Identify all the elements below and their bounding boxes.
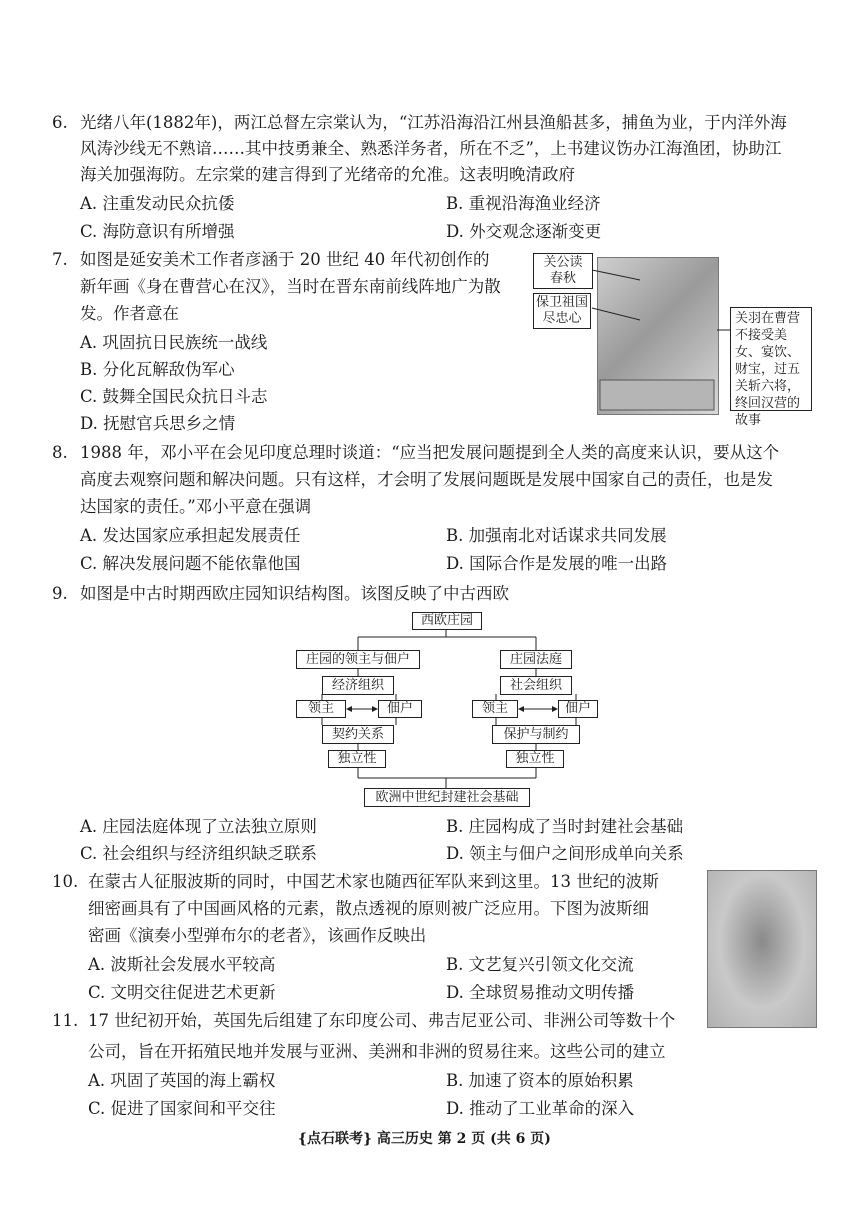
q10-stem-line2: 细密画具有了中国画风格的元素，散点透视的原则被广泛应用。下图为波斯细 xyxy=(88,899,649,918)
q11-stem-line1: 17 世纪初开始，英国先后组建了东印度公司、弗吉尼亚公司、非洲公司等数十个 xyxy=(88,1011,676,1030)
diagram-right-independence: 独立性 xyxy=(506,750,564,768)
q8-option-c: C. 解决发展问题不能依靠他国 xyxy=(80,554,301,573)
q8-stem-line1: 1988 年，邓小平在会见印度总理时谈道：“应当把发展问题提到全人类的高度来认识，要从这个 xyxy=(80,443,780,462)
q8-stem-line3: 达国家的责任。”邓小平意在强调 xyxy=(80,497,312,516)
diagram-protection-constraint: 保护与制约 xyxy=(492,725,580,744)
label-guan-reading: 关公读 春秋 xyxy=(533,253,593,289)
diagram-right-title: 庄园法庭 xyxy=(500,650,572,669)
q6-stem-line2: 风涛沙线无不熟谙……其中技勇兼全、熟悉洋务者，所在不乏”，上书建议饬办江海渔团，协助江 xyxy=(80,139,782,158)
q9-stem-line1: 如图是中古时期西欧庄园知识结构图。该图反映了中古西欧 xyxy=(80,584,509,603)
q11-number: 11. xyxy=(52,1011,79,1030)
q10-option-d: D. 全球贸易推动文明传播 xyxy=(446,983,635,1002)
diagram-social-org: 社会组织 xyxy=(500,676,572,695)
q7-number: 7. xyxy=(52,250,68,269)
q11-option-d: D. 推动了工业革命的深入 xyxy=(446,1099,635,1118)
q7-option-a: A. 巩固抗日民族统一战线 xyxy=(80,333,268,352)
label-defend-country: 保卫祖国 尽忠心 xyxy=(533,293,591,329)
q10-number: 10. xyxy=(52,872,79,891)
q9-number: 9. xyxy=(52,584,68,603)
q7-stem-line1: 如图是延安美术工作者彦涵于 20 世纪 40 年代初创作的 xyxy=(80,250,490,269)
diagram-left-title: 庄园的领主与佃户 xyxy=(296,650,420,669)
q7-option-b: B. 分化瓦解敌伪军心 xyxy=(80,360,235,379)
q9-option-a: A. 庄园法庭体现了立法独立原则 xyxy=(80,817,317,836)
diagram-root: 西欧庄园 xyxy=(412,612,482,630)
page-footer: {点石联考} 高三历史 第 2 页 (共 6 页) xyxy=(298,1131,551,1147)
q8-option-b: B. 加强南北对话谋求共同发展 xyxy=(446,526,667,545)
q9-option-c: C. 社会组织与经济组织缺乏联系 xyxy=(80,844,318,863)
q6-option-c: C. 海防意识有所增强 xyxy=(80,222,235,241)
diagram-right-tenant: 佃户 xyxy=(558,700,598,718)
diagram-economic-org: 经济组织 xyxy=(322,676,394,695)
q7-stem-line2: 新年画《身在曹营心在汉》，当时在晋东南前线阵地广为散 xyxy=(80,277,501,296)
label-guan-yu-story: 关羽在曹营不接受美女、宴饮、财宝，过五关斩六将，终回汉营的故事 xyxy=(730,307,812,411)
diagram-left-independence: 独立性 xyxy=(328,750,386,768)
q10-stem-line3: 密画《演奏小型弹布尔的老者》，该画作反映出 xyxy=(88,926,427,945)
q10-option-a: A. 波斯社会发展水平较高 xyxy=(88,955,276,974)
q8-option-d: D. 国际合作是发展的唯一出路 xyxy=(446,554,668,573)
diagram-left-lord: 领主 xyxy=(296,700,346,718)
diagram-left-tenant: 佃户 xyxy=(378,700,422,718)
q9-option-d: D. 领主与佃户之间形成单向关系 xyxy=(446,844,684,863)
q8-stem-line2: 高度去观察问题和解决问题。只有这样，才会明了发展问题既是发展中国家自己的责任，也是发 xyxy=(80,470,773,489)
q7-option-c: C. 鼓舞全国民众抗日斗志 xyxy=(80,387,268,406)
q9-option-b: B. 庄园构成了当时封建社会基础 xyxy=(446,817,684,836)
diagram-contract-relation: 契约关系 xyxy=(322,725,394,744)
q6-option-a: A. 注重发动民众抗倭 xyxy=(80,194,235,213)
diagram-right-lord: 领主 xyxy=(472,700,518,718)
q11-stem-line2: 公司，旨在开拓殖民地并发展与亚洲、美洲和非洲的贸易往来。这些公司的建立 xyxy=(88,1042,666,1061)
q11-option-b: B. 加速了资本的原始积累 xyxy=(446,1071,634,1090)
q7-option-d: D. 抚慰官兵思乡之情 xyxy=(80,414,236,433)
q10-option-b: B. 文艺复兴引领文化交流 xyxy=(446,955,634,974)
q10-option-c: C. 文明交往促进艺术更新 xyxy=(88,983,276,1002)
q6-option-d: D. 外交观念逐渐变更 xyxy=(446,222,602,241)
q7-stem-line3: 发。作者意在 xyxy=(80,304,179,323)
q6-stem-line1: 光绪八年(1882年)，两江总督左宗棠认为，“江苏沿海沿江州县渔船甚多，捕鱼为业，于内洋外海 xyxy=(80,113,787,132)
q10-stem-line1: 在蒙古人征服波斯的同时，中国艺术家也随西征军队来到这里。13 世纪的波斯 xyxy=(88,872,659,891)
q11-option-c: C. 促进了国家间和平交往 xyxy=(88,1099,276,1118)
q6-option-b: B. 重视沿海渔业经济 xyxy=(446,194,601,213)
q8-number: 8. xyxy=(52,443,68,462)
diagram-bottom-foundation: 欧洲中世纪封建社会基础 xyxy=(364,788,530,807)
q6-stem-line3: 海关加强海防。左宗棠的建言得到了光绪帝的允准。这表明晚清政府 xyxy=(80,165,575,184)
q11-option-a: A. 巩固了英国的海上霸权 xyxy=(88,1071,276,1090)
persian-miniature-image xyxy=(707,870,817,1028)
q6-number: 6. xyxy=(52,113,68,132)
q8-option-a: A. 发达国家应承担起发展责任 xyxy=(80,526,301,545)
